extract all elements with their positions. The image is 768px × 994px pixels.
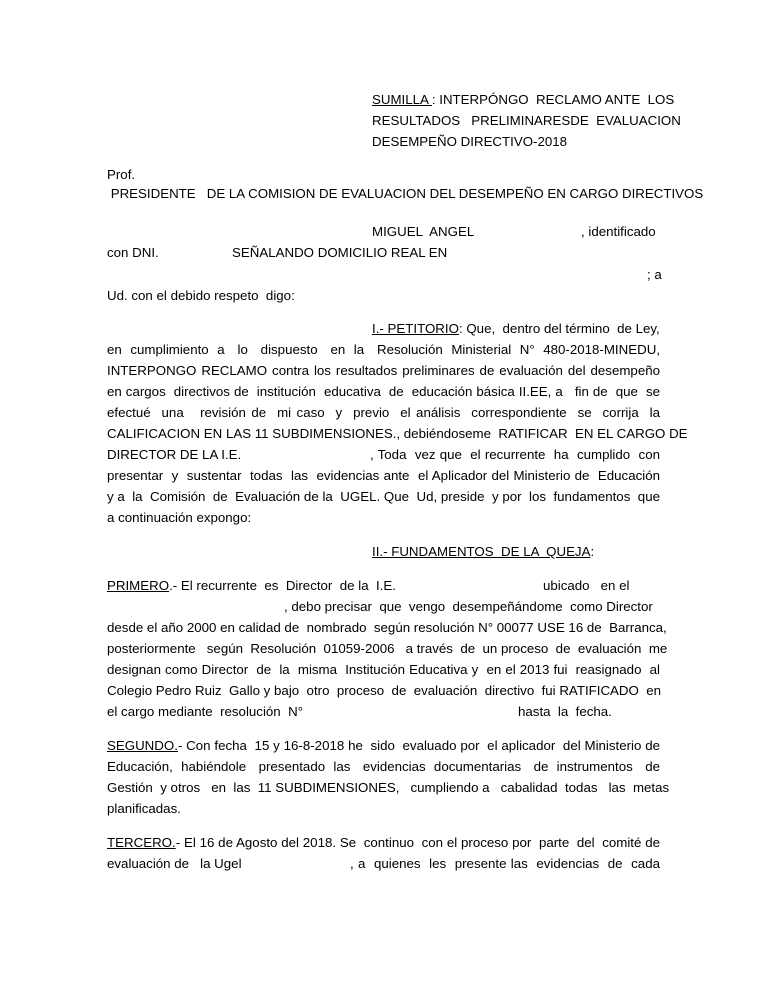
petitorio-heading-line: [372, 320, 660, 338]
segundo-line-3: Gestión y otros en las 11 SUBDIMENSIONES, cumpliendo a cabalidad todas las metas: [107, 780, 670, 795]
primero-line-6: Colegio Pedro Ruiz Gallo y bajo otro proceso de evaluación directivo fui RATIFICADO en: [107, 683, 662, 698]
primero-label: PRIMERO: [107, 578, 170, 593]
petitorio-line-6a: DIRECTOR DE LA I.E.: [107, 447, 242, 462]
identification-end: ; a: [647, 267, 662, 282]
sumilla-line-3: DESEMPEÑO DIRECTIVO-2018: [372, 134, 568, 149]
segundo-line-2: Educación, habiéndole presentado las evidencias documentarias de instrumentos de: [107, 759, 660, 774]
addressee-line: PRESIDENTE DE LA COMISION DE EVALUACION DEL DESEMPEÑO EN CARGO DIRECTIVOS: [107, 186, 704, 201]
primero-line-1a: PRIMERO.- El recurrente es Director de la I.E.: [107, 578, 396, 593]
segundo-last: planificadas.: [107, 801, 181, 816]
segundo-line-1: SEGUNDO.- Con fecha 15 y 16-8-2018 he sido evaluado por el aplicador del Ministerio de: [107, 738, 660, 753]
petitorio-line-5: CALIFICACION EN LAS 11 SUBDIMENSIONES., debiéndoseme RATIFICAR EN EL CARGO DE: [107, 426, 688, 441]
domicile-text: SEÑALANDO DOMICILIO REAL EN: [232, 245, 448, 260]
tercero-line-1: TERCERO.- El 16 de Agosto del 2018. Se continuo con el proceso por parte del comité de: [107, 835, 660, 850]
petitorio-heading: I.- PETITORIO: [372, 321, 459, 336]
sumilla-text-2: RESULTADOS PRELIMINARESDE EVALUACION: [372, 113, 681, 128]
primero-line-3: desde el año 2000 en calidad de nombrado según resolución N° 00077 USE 16 de Barranca,: [107, 620, 667, 635]
applicant-name: MIGUEL ANGEL: [372, 224, 475, 239]
primero-line-4: posteriormente según Resolución 01059-2006 a través de un proceso de evaluación me: [107, 641, 668, 656]
sumilla-text-1: : INTERPÓNGO RECLAMO ANTE LOS: [431, 92, 675, 107]
sumilla-line-2: [372, 112, 681, 130]
petitorio-heading-rest: : Que, dentro del término de Ley,: [458, 321, 660, 336]
segundo-label: SEGUNDO.: [107, 738, 178, 753]
tercero-line-2b: , a quienes les presente las evidencias de cada: [350, 856, 660, 871]
tercero-line-2a: evaluación de la Ugel: [107, 856, 242, 871]
sumilla-line-1: [372, 91, 674, 109]
primero-line-1b: ubicado en el: [543, 578, 630, 593]
primero-line-2: , debo precisar que vengo desempeñándome como Director: [284, 599, 653, 614]
petitorio-line-2: INTERPONGO RECLAMO contra los resultados preliminares de evaluación del desempeño: [107, 363, 660, 378]
petitorio-line-4: efectué una revisión de mi caso y previo el análisis correspondiente se corrija la: [107, 405, 660, 420]
primero-line-5: designan como Director de la misma Institución Educativa y en el 2013 fui reasignado al: [107, 662, 660, 677]
petitorio-line-3: en cargos directivos de institución educativa de educación básica II.EE, a fin de que se: [107, 384, 660, 399]
primero-line-7a: el cargo mediante resolución N°: [107, 704, 304, 719]
primero-line-7b: hasta la fecha.: [518, 704, 612, 719]
identified-text: , identificado: [581, 224, 656, 239]
petitorio-line-6b: , Toda vez que el recurrente ha cumplido con: [370, 447, 660, 462]
petitorio-line-7: presentar y sustentar todas las evidencias ante el Aplicador del Ministerio de Educación: [107, 468, 660, 483]
respect-line: Ud. con el debido respeto digo:: [107, 288, 295, 303]
addressee-title: Prof.: [107, 167, 136, 182]
tercero-label: TERCERO.: [107, 835, 176, 850]
petitorio-line-1: en cumplimiento a lo dispuesto en la Resolución Ministerial N° 480-2018-MINEDU,: [107, 342, 660, 357]
fundamentos-heading: II.- FUNDAMENTOS DE LA QUEJA: [372, 544, 591, 559]
petitorio-last: a continuación expongo:: [107, 510, 252, 525]
sumilla-label: SUMILLA: [372, 92, 432, 107]
dni-label: con DNI.: [107, 245, 159, 260]
petitorio-line-8: y a la Comisión de Evaluación de la UGEL. Que Ud, preside y por los fundamentos que: [107, 489, 660, 504]
fundamentos-heading-line: II.- FUNDAMENTOS DE LA QUEJA:: [372, 544, 595, 559]
